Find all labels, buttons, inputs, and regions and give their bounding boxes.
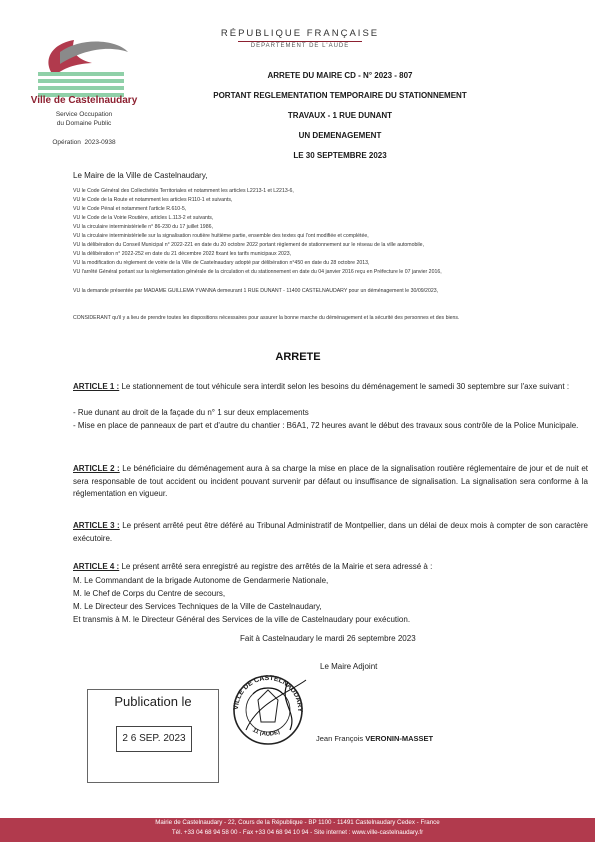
vu-line: VU la modification du règlement de voirie de la Ville de Castelnaudary adopté par délibération n°450 en date du 28 octobre 2013, [73,260,370,266]
operation-label: Opération [52,139,81,146]
article-3 [73,520,588,545]
service-line: du Domaine Public [56,120,112,127]
vu-line: VU le Code Général des Collectivités Territoriales et notamment les articles L2213-1 et L2213-6, [73,188,294,194]
intro-text: Le Maire de la Ville de Castelnaudary, [73,171,208,180]
recipient-line: M. Le Commandant de la brigade Autonome de Gendarmerie Nationale, [73,576,329,585]
seal-bottom-text: 11 (AUDE) [251,727,281,738]
footer-contact: Tél. +33 04 68 94 58 00 - Fax +33 04 68 94 10 94 - Site internet : www.ville-castelnaudary.fr [171,829,424,836]
official-seal [228,672,312,748]
operation-ref [22,139,146,146]
vu-line: VU la circulaire interministérielle sur la signalisation routière huitième partie, ensemble des textes qui l'ont modifiée et complétée, [73,233,369,239]
arrete-title: ARRETE [275,351,321,363]
title-line: LE 30 SEPTEMBRE 2023 [293,151,387,160]
footer-address: Mairie de Castelnaudary - 22, Cours de la République - BP 1100 - 11491 Castelnaudary Cedex - France [155,819,440,826]
article-label: ARTICLE 3 : [73,521,120,530]
article-text: Le bénéficiaire du déménagement aura à sa charge la mise en place de la signalisation routière réglementaire de jour et de nuit et sera responsable de tout accident ou incident pouvant survenir par défaut ou insuffisance de signalisation. La signalisation sera conforme à la réglementation en vigueur. [73,464,588,498]
article-label: ARTICLE 4 : [73,562,120,571]
article-4 [73,561,588,574]
recipient-line: Et transmis à M. le Directeur Général des Services de la ville de Castelnaudary pour exécution. [73,615,411,624]
article-label: ARTICLE 1 : [73,382,120,391]
svg-text:11 (AUDE) [251,727,281,737]
title-line: PORTANT REGLEMENTATION TEMPORAIRE DU STATIONNEMENT [213,91,467,100]
city-name: Ville de Castelnaudary [30,95,138,106]
department-heading: DÉPARTEMENT DE L'AUDE [250,43,350,49]
title-line: ARRETE DU MAIRE CD - N° 2023 - 807 [267,71,413,80]
signer-first-name: Jean François [316,734,366,743]
article-1-bullet: - Mise en place de panneaux de part et d'autre du chantier : B6A1, 72 heures avant le début des travaux sous contrôle de la Police Municipale. [73,421,579,430]
article-2 [73,463,588,501]
vu-line: VU la délibération n° 2022-252 en date du 21 décembre 2022 fixant les tarifs municipaux 2023, [73,251,292,257]
service-line: Service Occupation [55,111,113,118]
vu-line: CONSIDERANT qu'il y a lieu de prendre toutes les dispositions nécessaires pour assurer la bonne marche du déménagement et la sécurité des personnes et des biens. [73,315,460,321]
signer-role: Le Maire Adjoint [320,662,378,671]
republic-divider [238,41,362,42]
vu-line: VU le Code Pénal et notamment l'article R.610-5, [73,206,187,212]
signer-last-name: VERONIN-MASSET [365,734,434,743]
publication-date: 2 6 SEP. 2023 [116,726,192,752]
vu-line: VU le Code de la Route et notamment les articles R110-1 et suivants, [73,197,233,203]
vu-line: VU le Code de la Voirie Routière, articles L.113-2 et suivants, [73,215,214,221]
signature-date: Fait à Castelnaudary le mardi 26 septembre 2023 [240,634,416,643]
vu-line: VU l'arrêté Général portant sur la réglementation générale de la circulation et du stationnement en date du 04 janvier 2016 reçu en Préfecture le 07 janvier 2016, [73,269,442,275]
article-text: Le présent arrêté peut être déféré au Tribunal Administratif de Montpellier, dans un délai de deux mois à compter de son caractère exécutoire. [73,521,588,543]
city-logo [30,28,138,98]
service-name [22,110,146,128]
republic-heading: RÉPUBLIQUE FRANÇAISE [220,28,380,39]
article-1-bullet: - Rue dunant au droit de la façade du n° 1 sur deux emplacements [73,408,309,417]
publication-label: Publication le [114,694,192,709]
article-text: Le stationnement de tout véhicule sera interdit selon les besoins du déménagement le samedi 30 septembre sur l'axe suivant : [121,382,570,391]
vu-line: VU la demande présentée par MADAME GUILLEMA YVANNA demeurant 1 RUE DUNANT - 11400 CASTELNAUDARY pour un déménagement le 30/09/2023, [73,288,439,294]
signer-name [316,734,433,743]
vu-line: VU la délibération du Conseil Municipal n° 2022-221 en date du 20 octobre 2022 portant règlement de stationnement sur le réseau de la ville automobile, [73,242,425,248]
seal-top-text: VILLE DE CASTELNAUDARY [232,674,304,713]
recipient-line: M. le Chef de Corps du Centre de secours, [73,589,226,598]
title-line: TRAVAUX - 1 RUE DUNANT [287,111,393,120]
article-label: ARTICLE 2 : [73,464,120,473]
title-line: UN DEMENAGEMENT [298,131,382,140]
publication-stamp [87,689,219,783]
svg-text:VILLE DE CASTELNAUDARY [233,675,303,713]
article-1 [73,381,588,394]
vu-line: VU la circulaire interministérielle n° 86-230 du 17 juillet 1986, [73,224,213,230]
article-text: Le présent arrêté sera enregistré au registre des arrêtés de la Mairie et sera adressé à : [121,562,433,571]
recipient-line: M. Le Directeur des Services Techniques de la Ville de Castelnaudary, [73,602,322,611]
operation-number: 2023-0938 [84,139,116,146]
